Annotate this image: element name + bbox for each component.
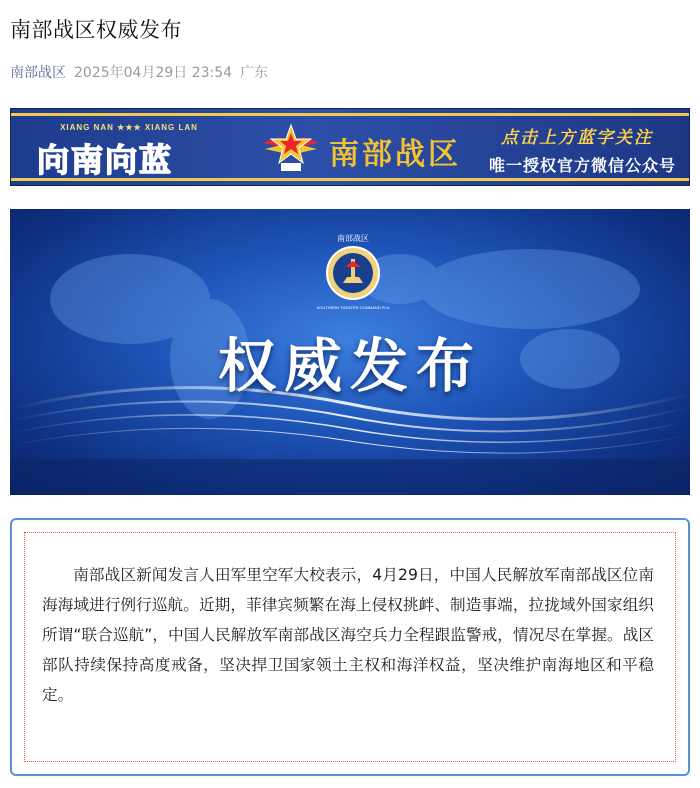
- article-body-paragraph: 南部战区新闻发言人田军里空军大校表示，4月29日，中国人民解放军南部战区位南海海域进行例行巡航。近期，菲律宾频繁在海上侵权挑衅、制造事端，拉拢域外国家组织所谓“联合巡航”，中国人民解放军南部战区海空兵力全程跟监警戒，情况尽在掌握。战区部队持续保持高度戒备，坚决捍卫国家领土主权和海洋权益，坚决维护南海地区和平稳定。: [42, 566, 654, 704]
- banner-left-subtitle: XIANG NAN ★★★ XIANG LAN: [60, 123, 198, 132]
- article-body-frame: [10, 518, 690, 776]
- banner-left-slogan: [29, 123, 229, 179]
- hero-headline: 权威发布: [217, 332, 482, 400]
- banner-stripe-top: [11, 113, 689, 116]
- pla-emblem-icon: [261, 119, 321, 177]
- account-name-link[interactable]: 南部战区: [10, 65, 66, 81]
- southern-theater-seal-icon: [316, 231, 390, 311]
- article-title: 南部战区权威发布: [10, 18, 182, 42]
- publish-location: 广东: [240, 65, 269, 81]
- article-meta: [10, 62, 268, 82]
- banner-official-account-note: 唯一授权官方微信公众号: [489, 156, 677, 175]
- top-banner-image: [10, 108, 690, 186]
- banner-left-title: 向南向蓝: [37, 141, 174, 179]
- banner-center-title: 南部战区: [329, 137, 461, 172]
- publish-time: 2025年04月29日 23:54: [74, 65, 233, 81]
- hero-image: [10, 209, 690, 495]
- seal-bottom-text: SOUTHERN THEATER COMMAND PLA: [316, 305, 390, 310]
- seal-top-text: 南部战区: [337, 234, 369, 243]
- banner-follow-hint: 点击上方蓝字关注: [501, 128, 653, 148]
